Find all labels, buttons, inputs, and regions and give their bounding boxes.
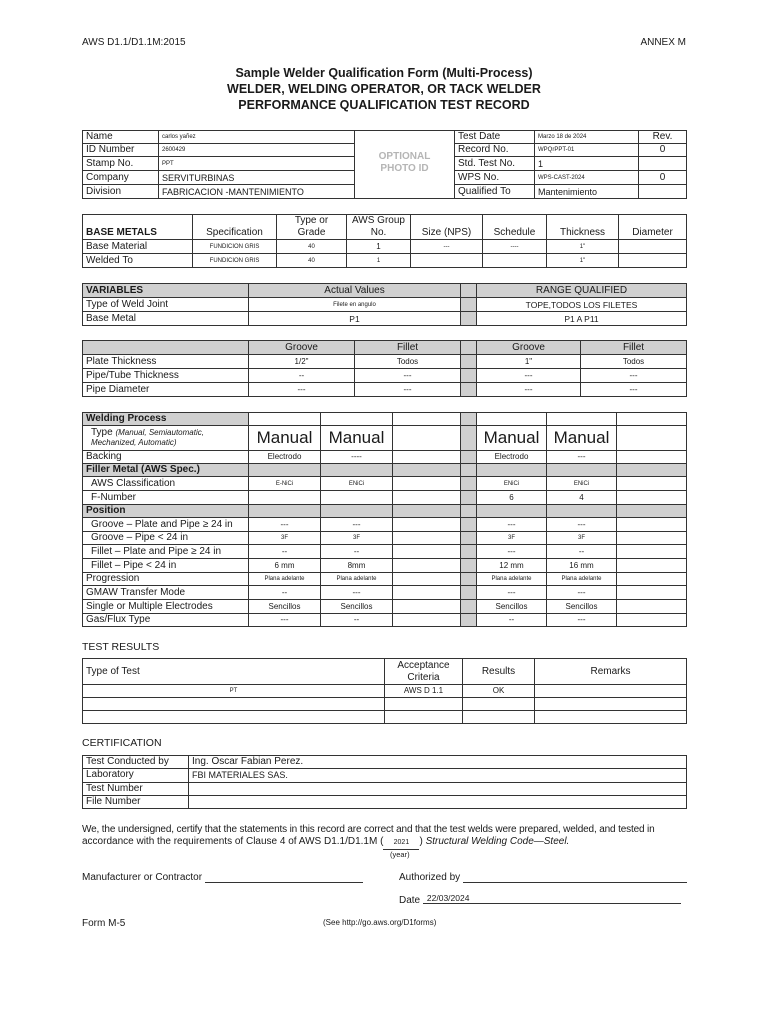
standard-reference: AWS D1.1/D1.1M:2015 (82, 37, 186, 48)
code-title: Structural Welding Code—Steel. (425, 836, 570, 847)
form-title (82, 66, 686, 113)
process-value[interactable]: ENiCi (547, 477, 617, 491)
company-value[interactable]: SERVITURBINAS (159, 171, 355, 185)
base-material-thickness[interactable]: 1" (547, 240, 619, 254)
process-value[interactable]: ENiCi (477, 477, 547, 491)
welded-to-grade[interactable]: 40 (277, 254, 347, 268)
process-value[interactable]: Sencillos (321, 600, 393, 614)
test-type-1[interactable]: PT (83, 685, 385, 698)
title-line-1: Sample Welder Qualification Form (Multi-Process) (235, 66, 533, 80)
base-material-label: Base Material (83, 240, 193, 254)
wps-rev-value[interactable]: 0 (639, 171, 687, 185)
process-row-label: Groove – Plate and Pipe ≥ 24 in (83, 518, 249, 532)
process-value[interactable] (617, 464, 687, 477)
process-value[interactable]: --- (249, 518, 321, 532)
process-value[interactable]: ENiCi (321, 477, 393, 491)
process-row-label: GMAW Transfer Mode (83, 586, 249, 600)
process-row-label: Single or Multiple Electrodes (83, 600, 249, 614)
annex-label: ANNEX M (640, 37, 686, 48)
criteria-1[interactable]: AWS D 1.1 (385, 685, 463, 698)
process-value[interactable] (617, 559, 687, 573)
pipe-fillet-actual[interactable]: --- (355, 369, 461, 383)
thickness-spacer (461, 383, 477, 397)
qualified-to-label: Qualified To (455, 185, 535, 199)
weld-joint-range[interactable]: TOPE,TODOS LOS FILETES (477, 298, 687, 312)
company-label: Company (83, 171, 159, 185)
type-label: Type (91, 427, 113, 438)
process-value[interactable]: 6 mm (249, 559, 321, 573)
base-metal-label: Base Metal (83, 312, 249, 326)
welded-to-diameter[interactable] (619, 254, 687, 268)
aws-group-header: AWS Group No. (347, 215, 411, 240)
process-row-label: Filler Metal (AWS Spec.) (83, 464, 249, 477)
process-value[interactable]: Electrodo (249, 451, 321, 464)
plate-fillet-actual[interactable]: Todos (355, 355, 461, 369)
size-nps-header: Size (NPS) (411, 215, 483, 240)
qualified-rev-value[interactable] (639, 185, 687, 199)
process-row-label: Position (83, 505, 249, 518)
remarks-3[interactable] (535, 711, 687, 724)
type-of-test-header: Type of Test (83, 659, 385, 685)
result-1[interactable]: OK (463, 685, 535, 698)
process-value[interactable]: -- (547, 545, 617, 559)
process-spacer (461, 464, 477, 477)
process-value[interactable]: Sencillos (249, 600, 321, 614)
process-value[interactable]: 3F (547, 532, 617, 545)
process-cell[interactable] (393, 413, 461, 426)
type-value-1[interactable]: Manual (249, 426, 321, 451)
process-spacer (461, 614, 477, 627)
process-value[interactable]: 4 (547, 491, 617, 505)
laboratory-value[interactable]: FBI MATERIALES SAS. (189, 769, 687, 782)
process-value[interactable] (393, 614, 461, 627)
process-value[interactable] (617, 477, 687, 491)
range-qualified-header: RANGE QUALIFIED (477, 284, 687, 298)
authorized-signature-line[interactable] (463, 872, 687, 883)
plate-groove-range[interactable]: 1" (477, 355, 581, 369)
process-value[interactable] (617, 614, 687, 627)
diameter-fillet-actual[interactable]: --- (355, 383, 461, 397)
process-spacer (461, 413, 477, 426)
process-value[interactable]: Plana adelante (321, 573, 393, 586)
test-type-3[interactable] (83, 711, 385, 724)
range-fillet-header: Fillet (581, 341, 687, 355)
process-value[interactable]: -- (321, 545, 393, 559)
actual-fillet-header: Fillet (355, 341, 461, 355)
process-value[interactable] (393, 586, 461, 600)
std-test-no-value[interactable]: 1 (535, 157, 639, 171)
process-value[interactable] (393, 451, 461, 464)
welded-to-spec[interactable]: FUNDICION GRIS (193, 254, 277, 268)
id-number-label: ID Number (83, 144, 159, 157)
type-value-3[interactable] (393, 426, 461, 451)
laboratory-label: Laboratory (83, 769, 189, 782)
test-results-heading: TEST RESULTS (82, 641, 160, 653)
forms-link[interactable]: (See http://go.aws.org/D1forms) (323, 918, 437, 927)
process-value[interactable]: 3F (249, 532, 321, 545)
certification-table (82, 755, 687, 809)
process-value[interactable] (617, 532, 687, 545)
remarks-2[interactable] (535, 698, 687, 711)
process-spacer (461, 505, 477, 518)
test-results-table (82, 658, 687, 724)
id-number-value[interactable]: 2600429 (159, 144, 355, 157)
process-value[interactable]: --- (547, 518, 617, 532)
manufacturer-label: Manufacturer or Contractor (82, 872, 203, 883)
base-material-spec[interactable]: FUNDICION GRIS (193, 240, 277, 254)
date-label: Date (399, 895, 421, 906)
statement-close: ) (419, 836, 423, 847)
process-row-label: Fillet – Pipe < 24 in (83, 559, 249, 573)
base-material-size[interactable]: --- (411, 240, 483, 254)
welding-process-table (82, 412, 687, 627)
process-value[interactable]: Sencillos (547, 600, 617, 614)
process-value[interactable] (393, 518, 461, 532)
process-value[interactable]: 3F (477, 532, 547, 545)
pipe-groove-actual[interactable]: -- (249, 369, 355, 383)
test-number-value[interactable] (189, 782, 687, 795)
plate-fillet-range[interactable]: Todos (581, 355, 687, 369)
title-line-3: PERFORMANCE QUALIFICATION TEST RECORD (238, 98, 530, 112)
variables-table (82, 283, 687, 326)
process-value[interactable] (617, 586, 687, 600)
process-spacer (461, 477, 477, 491)
process-value[interactable] (617, 600, 687, 614)
base-material-group[interactable]: 1 (347, 240, 411, 254)
weld-joint-actual[interactable]: Filete en angulo (249, 298, 461, 312)
division-label: Division (83, 185, 159, 199)
division-value[interactable]: FABRICACION -MANTENIMIENTO (159, 185, 355, 199)
test-type-2[interactable] (83, 698, 385, 711)
process-value[interactable] (393, 491, 461, 505)
base-metals-table (82, 214, 687, 268)
process-type-label (83, 426, 249, 451)
type-value-4[interactable]: Manual (477, 426, 547, 451)
process-value[interactable] (617, 451, 687, 464)
record-no-label: Record No. (455, 144, 535, 157)
process-cell[interactable] (477, 413, 547, 426)
diameter-fillet-range[interactable]: --- (581, 383, 687, 397)
process-value[interactable] (393, 559, 461, 573)
process-value[interactable]: -- (477, 614, 547, 627)
certification-heading: CERTIFICATION (82, 737, 162, 749)
base-material-grade[interactable]: 40 (277, 240, 347, 254)
statement-line-2 (82, 836, 686, 850)
photo-line-1: OPTIONAL (378, 151, 431, 162)
diameter-groove-range[interactable]: --- (477, 383, 581, 397)
variables-header: VARIABLES (83, 284, 249, 298)
variables-spacer (461, 284, 477, 298)
statement-clause: accordance with the requirements of Clause 4 of AWS D1.1/D1.1M ( (82, 836, 384, 847)
process-value[interactable]: 3F (321, 532, 393, 545)
welded-to-size[interactable] (411, 254, 483, 268)
process-value[interactable]: --- (321, 586, 393, 600)
process-spacer (461, 545, 477, 559)
wps-no-value[interactable]: WPS-CAST-2024 (535, 171, 639, 185)
process-row-label: Gas/Flux Type (83, 614, 249, 627)
specification-header: Specification (193, 215, 277, 240)
process-spacer (461, 573, 477, 586)
process-spacer (461, 491, 477, 505)
thickness-spacer (461, 341, 477, 355)
thickness-spacer (461, 355, 477, 369)
certification-statement (82, 824, 686, 859)
process-value[interactable]: 8mm (321, 559, 393, 573)
range-groove-header: Groove (477, 341, 581, 355)
process-cell[interactable] (617, 413, 687, 426)
process-spacer (461, 532, 477, 545)
welding-process-label: Welding Process (83, 413, 249, 426)
type-hint: (Manual, Semiautomatic, Mechanized, Automatic) (91, 428, 204, 447)
pipe-diameter-label: Pipe Diameter (83, 383, 249, 397)
weld-joint-label: Type of Weld Joint (83, 298, 249, 312)
process-value[interactable] (321, 505, 393, 518)
welded-to-thickness[interactable]: 1" (547, 254, 619, 268)
authorized-label: Authorized by (399, 872, 461, 883)
pipe-fillet-range[interactable]: --- (581, 369, 687, 383)
pipe-groove-range[interactable]: --- (477, 369, 581, 383)
date-field[interactable]: 22/03/2024 (423, 893, 681, 904)
qualified-to-value[interactable]: Mantenimiento (535, 185, 639, 199)
process-value[interactable] (617, 505, 687, 518)
thickness-spacer (461, 369, 477, 383)
name-label: Name (83, 131, 159, 144)
process-value[interactable]: -- (321, 614, 393, 627)
process-value[interactable] (617, 545, 687, 559)
process-value[interactable]: Plana adelante (547, 573, 617, 586)
authorized-row (399, 872, 687, 883)
test-date-label: Test Date (455, 131, 535, 144)
process-spacer (461, 600, 477, 614)
process-value[interactable]: Plana adelante (249, 573, 321, 586)
test-date-value[interactable]: Marzo 18 de 2024 (535, 131, 639, 144)
statement-line-1: We, the undersigned, certify that the statements in this record are correct and that the test welds were prepared, welded, and tested in (82, 824, 655, 835)
process-value[interactable]: E-NiCi (249, 477, 321, 491)
process-spacer (461, 586, 477, 600)
criteria-2[interactable] (385, 698, 463, 711)
actual-groove-header: Groove (249, 341, 355, 355)
actual-values-header: Actual Values (249, 284, 461, 298)
process-value[interactable]: --- (547, 614, 617, 627)
std-test-no-label: Std. Test No. (455, 157, 535, 171)
process-cell[interactable] (321, 413, 393, 426)
process-value[interactable] (393, 545, 461, 559)
process-spacer (461, 559, 477, 573)
year-caption: (year) (390, 850, 410, 859)
photo-line-2: PHOTO ID (380, 163, 429, 174)
test-conducted-label: Test Conducted by (83, 756, 189, 769)
manufacturer-signature-line[interactable] (205, 872, 363, 883)
process-value[interactable]: --- (547, 586, 617, 600)
wps-no-label: WPS No. (455, 171, 535, 185)
type-value-6[interactable] (617, 426, 687, 451)
welded-to-label: Welded To (83, 254, 193, 268)
test-conducted-value[interactable]: Ing. Oscar Fabian Perez. (189, 756, 687, 769)
process-value[interactable] (393, 573, 461, 586)
welder-id-table (82, 130, 687, 199)
thickness-header: Thickness (547, 215, 619, 240)
acceptance-criteria-header: Acceptance Criteria (385, 659, 463, 685)
std-test-rev-value[interactable] (639, 157, 687, 171)
remarks-header: Remarks (535, 659, 687, 685)
thickness-table (82, 340, 687, 397)
type-grade-header: Type or Grade (277, 215, 347, 240)
process-value[interactable] (547, 505, 617, 518)
file-number-value[interactable] (189, 795, 687, 808)
thickness-corner (83, 341, 249, 355)
process-row-label: Fillet – Plate and Pipe ≥ 24 in (83, 545, 249, 559)
process-cell[interactable] (249, 413, 321, 426)
result-3[interactable] (463, 711, 535, 724)
process-value[interactable] (393, 600, 461, 614)
remarks-1[interactable] (535, 685, 687, 698)
base-material-diameter[interactable] (619, 240, 687, 254)
test-number-label: Test Number (83, 782, 189, 795)
base-metal-actual[interactable]: P1 (249, 312, 461, 326)
process-value[interactable]: --- (321, 518, 393, 532)
process-cell[interactable] (547, 413, 617, 426)
record-rev-value[interactable]: 0 (639, 144, 687, 157)
process-value[interactable]: 6 (477, 491, 547, 505)
year-field[interactable]: 2021 (383, 837, 419, 850)
process-value[interactable]: Plana adelante (477, 573, 547, 586)
process-value[interactable]: -- (249, 545, 321, 559)
pipe-thickness-label: Pipe/Tube Thickness (83, 369, 249, 383)
process-row-label: Progression (83, 573, 249, 586)
manufacturer-row (82, 872, 363, 883)
process-value[interactable]: --- (477, 545, 547, 559)
welded-to-group[interactable]: 1 (347, 254, 411, 268)
process-value[interactable] (393, 477, 461, 491)
process-value[interactable] (617, 518, 687, 532)
results-header: Results (463, 659, 535, 685)
process-value[interactable] (393, 532, 461, 545)
stamp-no-value[interactable]: PPT (159, 157, 355, 171)
schedule-header: Schedule (483, 215, 547, 240)
process-value[interactable] (249, 505, 321, 518)
diameter-header: Diameter (619, 215, 687, 240)
process-value[interactable]: Electrodo (477, 451, 547, 464)
process-value[interactable] (477, 464, 547, 477)
process-value[interactable] (547, 464, 617, 477)
process-value[interactable]: 16 mm (547, 559, 617, 573)
process-value[interactable]: -- (249, 586, 321, 600)
process-value[interactable]: ---- (321, 451, 393, 464)
plate-groove-actual[interactable]: 1/2" (249, 355, 355, 369)
date-row (399, 895, 681, 906)
process-spacer (461, 518, 477, 532)
process-row-label: F-Number (83, 491, 249, 505)
process-row-label: Backing (83, 451, 249, 464)
process-value[interactable]: 12 mm (477, 559, 547, 573)
type-value-2[interactable]: Manual (321, 426, 393, 451)
process-value[interactable] (617, 573, 687, 586)
process-value[interactable]: --- (249, 614, 321, 627)
process-spacer (461, 451, 477, 464)
type-value-5[interactable]: Manual (547, 426, 617, 451)
process-value[interactable]: --- (477, 586, 547, 600)
welded-to-schedule[interactable] (483, 254, 547, 268)
title-line-2: WELDER, WELDING OPERATOR, OR TACK WELDER (227, 82, 541, 96)
diameter-groove-actual[interactable]: --- (249, 383, 355, 397)
photo-id-box (355, 131, 455, 199)
process-spacer (461, 426, 477, 451)
plate-thickness-label: Plate Thickness (83, 355, 249, 369)
process-value[interactable] (321, 464, 393, 477)
process-value[interactable] (477, 505, 547, 518)
name-value[interactable]: carlos yañez (159, 131, 355, 144)
process-row-label: AWS Classification (83, 477, 249, 491)
variables-spacer (461, 312, 477, 326)
process-value[interactable] (249, 464, 321, 477)
variables-spacer (461, 298, 477, 312)
record-no-value[interactable]: WPQrPPT-01 (535, 144, 639, 157)
process-value[interactable] (393, 464, 461, 477)
process-value[interactable]: --- (547, 451, 617, 464)
base-material-schedule[interactable]: ---- (483, 240, 547, 254)
base-metal-range[interactable]: P1 A P11 (477, 312, 687, 326)
stamp-no-label: Stamp No. (83, 157, 159, 171)
form-number: Form M-5 (82, 918, 126, 929)
process-row-label: Groove – Pipe < 24 in (83, 532, 249, 545)
file-number-label: File Number (83, 795, 189, 808)
process-value[interactable] (321, 491, 393, 505)
process-value[interactable] (249, 491, 321, 505)
process-value[interactable]: --- (477, 518, 547, 532)
process-value[interactable] (393, 505, 461, 518)
rev-header: Rev. (639, 131, 687, 144)
result-2[interactable] (463, 698, 535, 711)
process-value[interactable] (617, 491, 687, 505)
base-metals-header: BASE METALS (83, 215, 193, 240)
criteria-3[interactable] (385, 711, 463, 724)
process-value[interactable]: Sencillos (477, 600, 547, 614)
